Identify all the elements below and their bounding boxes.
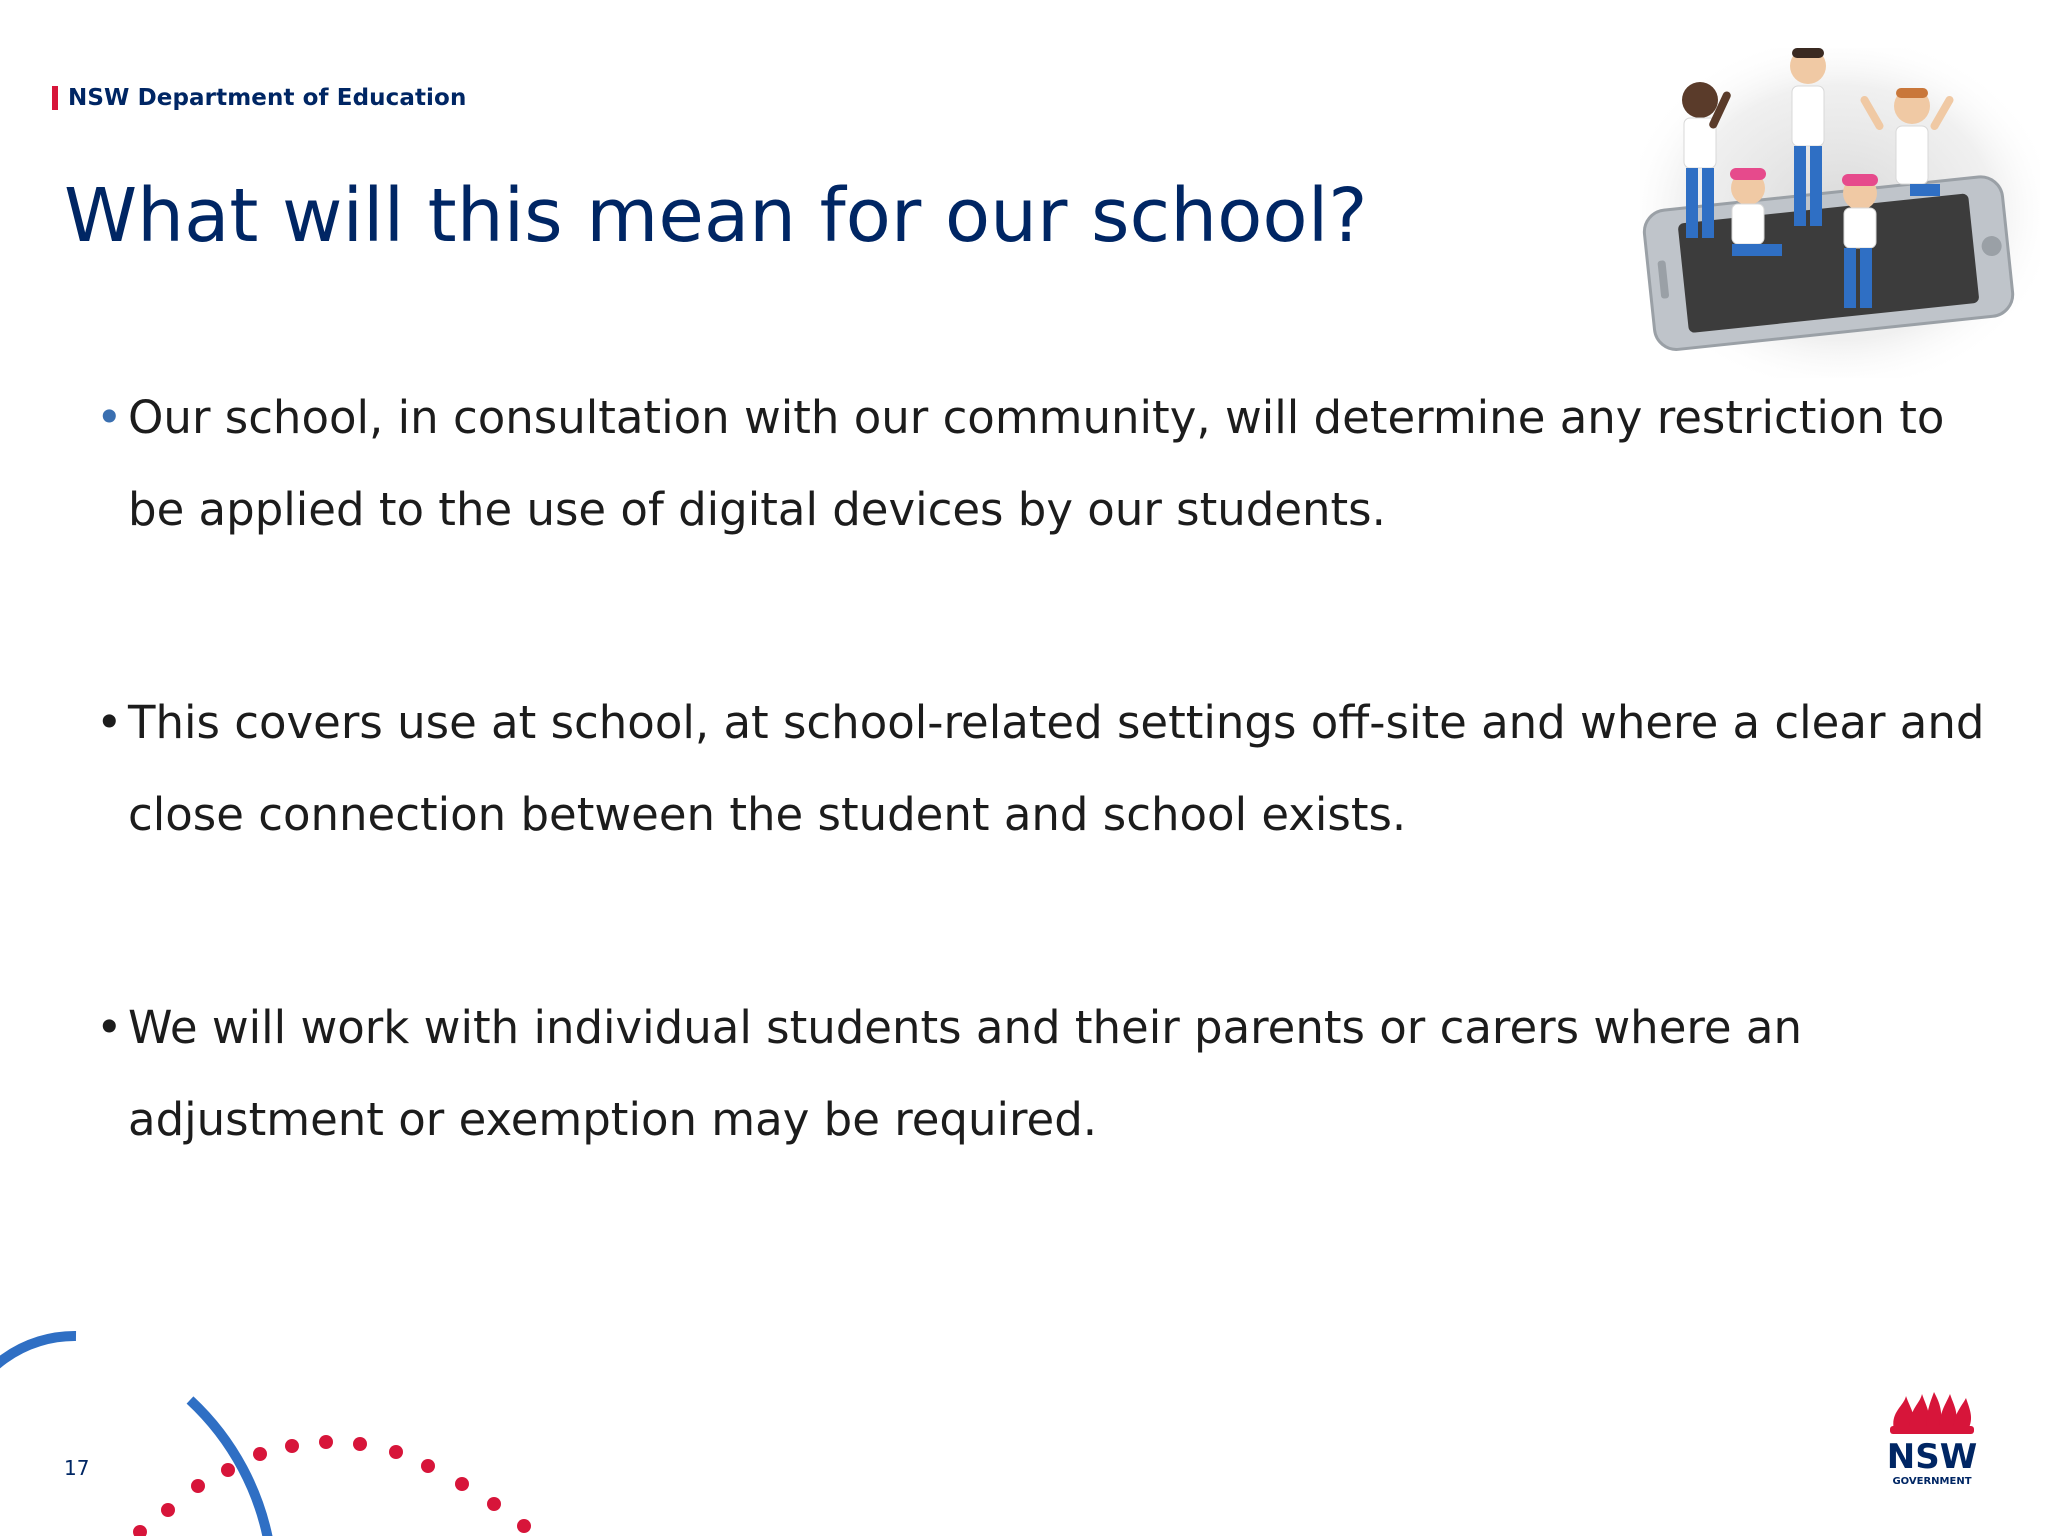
bullet-text: Our school, in consultation with our community, will determine any restriction to be applied to the use of digital devices by our students. <box>128 391 1945 536</box>
decorative-arcs <box>0 1320 620 1536</box>
bullet-item <box>96 982 1996 1166</box>
bullet-marker: • <box>96 696 123 749</box>
blue-arc-small <box>0 1336 76 1420</box>
logo-government-text: GOVERNMENT <box>1892 1476 1972 1487</box>
header-accent-bar <box>52 86 58 110</box>
logo-nsw-text: NSW <box>1886 1437 1978 1477</box>
page-number: 17 <box>64 1456 90 1480</box>
department-name: NSW Department of Education <box>68 85 467 111</box>
red-dotted-arc <box>133 1435 531 1536</box>
bullet-marker: • <box>96 391 123 444</box>
waratah-icon <box>1890 1392 1974 1434</box>
bullet-text: This covers use at school, at school-related settings off-site and where a clear and close connection between the student and school exists. <box>128 696 1985 841</box>
students-on-phone-illustration <box>1620 28 2048 388</box>
slide-title: What will this mean for our school? <box>64 173 1368 259</box>
bullet-marker: • <box>96 1001 123 1054</box>
bullet-text: We will work with individual students and their parents or carers where an adjustment or exemption may be required. <box>128 1001 1802 1146</box>
bullet-item <box>96 372 1996 556</box>
nsw-government-logo <box>1876 1392 1988 1492</box>
bullet-list <box>96 372 1996 1287</box>
bullet-item <box>96 677 1996 861</box>
department-header <box>52 85 466 111</box>
